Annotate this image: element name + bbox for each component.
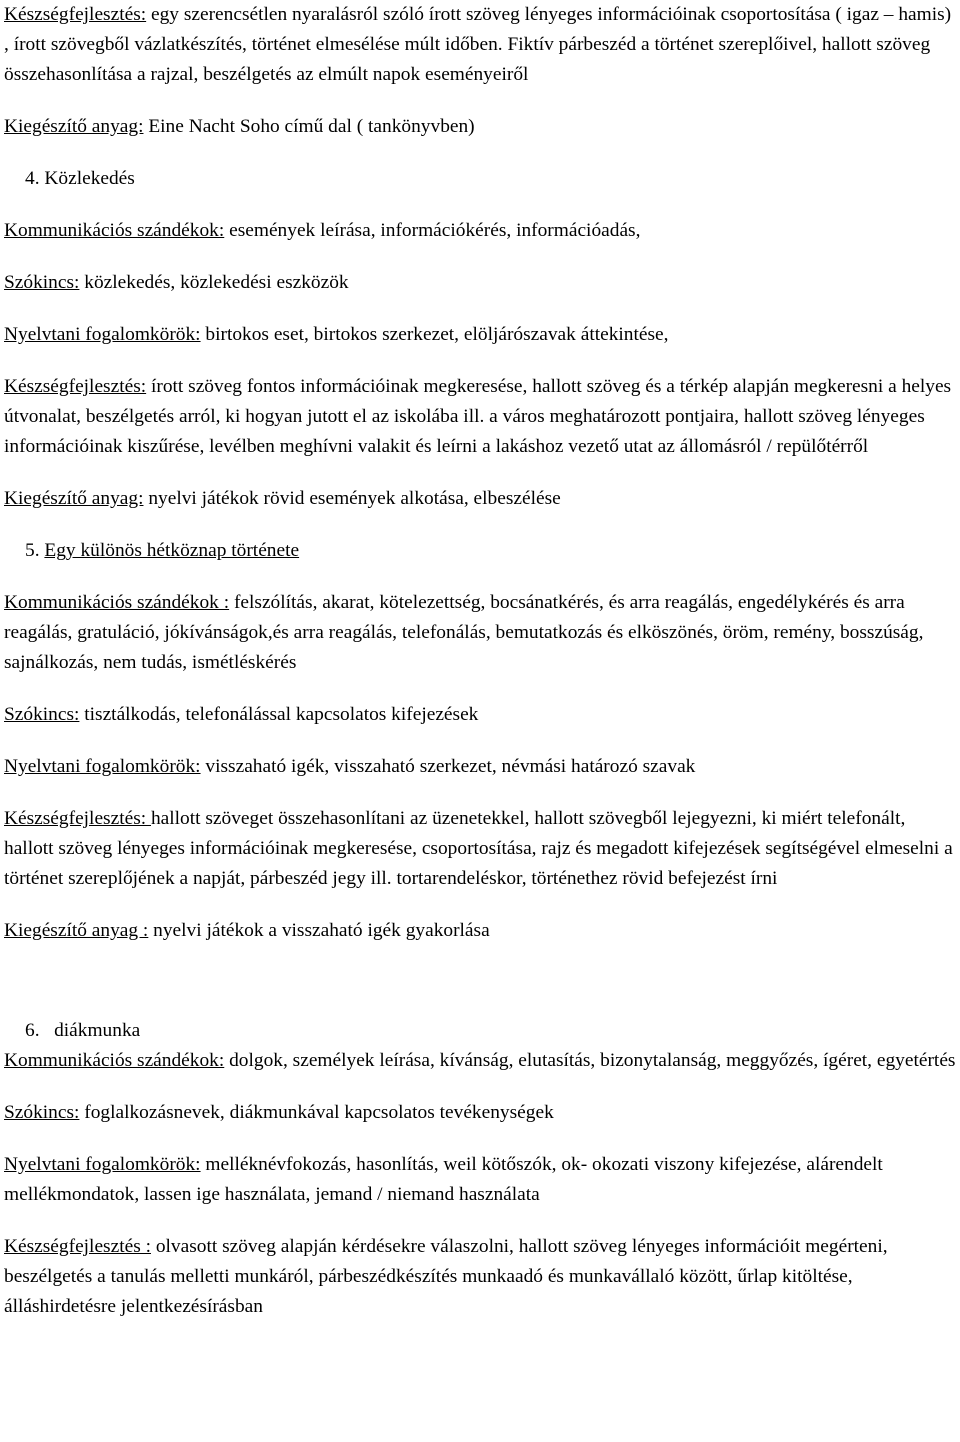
supplementary-text: nyelvi játékok a visszaható igék gyakorlása <box>148 920 490 941</box>
s3-skills-paragraph <box>4 0 956 90</box>
s5-skills-paragraph <box>4 804 956 894</box>
s6-skills-paragraph <box>4 1232 956 1322</box>
s5-vocabulary-paragraph <box>4 700 956 730</box>
grammar-text: birtokos eset, birtokos szerkezet, elöljárószavak áttekintése, <box>200 324 669 345</box>
supplementary-text: Eine Nacht Soho című dal ( tankönyvben) <box>143 116 475 137</box>
s3-supplementary-paragraph <box>4 112 956 142</box>
vocabulary-text: tisztálkodás, telefonálással kapcsolatos kifejezések <box>79 704 479 725</box>
skills-label: Készségfejlesztés: <box>4 4 147 25</box>
skills-label: Készségfejlesztés: <box>4 376 147 397</box>
grammar-label: Nyelvtani fogalomkörök: <box>4 1154 201 1175</box>
skills-text: olvasott szöveg alapján kérdésekre válaszolni, hallott szöveg lényeges információit megérteni, beszélgetés a tanulás melletti munkáról, párbeszédkészítés munkaadó és munkavállaló között, űrlap kitöltése, álláshirdetésre jelentkezésírásban <box>4 1236 888 1317</box>
communication-label: Kommunikációs szándékok : <box>4 592 230 613</box>
skills-text: írott szöveg fontos információinak megkeresése, hallott szöveg és a térkép alapján megkeresni a helyes útvonalat, beszélgetés arról, ki hogyan jutott el az iskolába ill. a város meghatározott pontjaira, hallott szöveg lényeges információinak kiszűrése, levélben meghívni valakit és leírni a lakáshoz vezető utat az állomásról / repülőtérről <box>4 376 952 457</box>
skills-label: Készségfejlesztés : <box>4 1236 151 1257</box>
section-5-heading <box>4 536 956 566</box>
supplementary-label: Kiegészítő anyag: <box>4 116 144 137</box>
s4-supplementary-paragraph <box>4 484 956 514</box>
skills-text: egy szerencsétlen nyaralásról szóló írott szöveg lényeges információinak csoportosítása ( igaz – hamis) , írott szövegből vázlatkészítés, történet elmesélése múlt időben. Fiktív párbeszéd a történet szereplőivel, hallott szöveg összehasonlítása a rajzal, beszélgetés az elmúlt napok eseményeiről <box>4 4 952 85</box>
communication-label: Kommunikációs szándékok: <box>4 220 225 241</box>
communication-label: Kommunikációs szándékok: <box>4 1050 225 1071</box>
vocabulary-label: Szókincs: <box>4 272 80 293</box>
supplementary-label: Kiegészítő anyag : <box>4 920 149 941</box>
section-4-heading: 4. Közlekedés <box>25 168 135 189</box>
grammar-label: Nyelvtani fogalomkörök: <box>4 756 201 777</box>
s5-communication-paragraph <box>4 588 956 678</box>
section-6-heading: 6. diákmunka <box>25 1020 141 1041</box>
skills-text: hallott szöveget összehasonlítani az üzenetekkel, hallott szövegből lejegyezni, ki miért telefonált, hallott szöveg lényeges információinak megkeresése, csoportosítása, rajz és megadott kifejezések segítségével elmeselni a történet szereplőjének a napját, párbeszéd jegy ill. tortarendeléskor, történethez rövid befejezést írni <box>4 808 953 889</box>
section-5-title: Egy különös hétköznap története <box>44 540 300 561</box>
skills-label: Készségfejlesztés: <box>4 808 151 829</box>
supplementary-label: Kiegészítő anyag: <box>4 488 144 509</box>
s6-vocabulary-paragraph <box>4 1098 956 1128</box>
s6-grammar-paragraph <box>4 1150 956 1210</box>
s6-communication-paragraph <box>4 1046 956 1076</box>
section-5-number: 5. <box>25 540 45 561</box>
supplementary-text: nyelvi játékok rövid események alkotása, elbeszélése <box>143 488 561 509</box>
vocabulary-label: Szókincs: <box>4 1102 80 1123</box>
s4-grammar-paragraph <box>4 320 956 350</box>
s5-supplementary-paragraph <box>4 916 956 946</box>
communication-text: felszólítás, akarat, kötelezettség, bocsánatkérés, és arra reagálás, engedélykérés és arra reagálás, gratuláció, jókívánságok,és arra reagálás, telefonálás, bemutatkozás és elköszönés, öröm, remény, bosszúság, sajnálkozás, nem tudás, ismétléskérés <box>4 592 924 673</box>
s4-skills-paragraph <box>4 372 956 462</box>
vocabulary-label: Szókincs: <box>4 704 80 725</box>
vocabulary-text: foglalkozásnevek, diákmunkával kapcsolatos tevékenységek <box>79 1102 554 1123</box>
communication-text: események leírása, információkérés, információadás, <box>224 220 641 241</box>
grammar-label: Nyelvtani fogalomkörök: <box>4 324 201 345</box>
grammar-text: melléknévfokozás, hasonlítás, weil kötőszók, ok- okozati viszony kifejezése, alárendelt mellékmondatok, lassen ige használata, jemand / niemand használata <box>4 1154 883 1205</box>
communication-text: dolgok, személyek leírása, kívánság, elutasítás, bizonytalanság, meggyőzés, ígéret, egyetértés <box>224 1050 956 1071</box>
s4-vocabulary-paragraph <box>4 268 956 298</box>
vocabulary-text: közlekedés, közlekedési eszközök <box>79 272 349 293</box>
grammar-text: visszaható igék, visszaható szerkezet, névmási határozó szavak <box>200 756 696 777</box>
s5-grammar-paragraph <box>4 752 956 782</box>
s4-communication-paragraph <box>4 216 956 246</box>
